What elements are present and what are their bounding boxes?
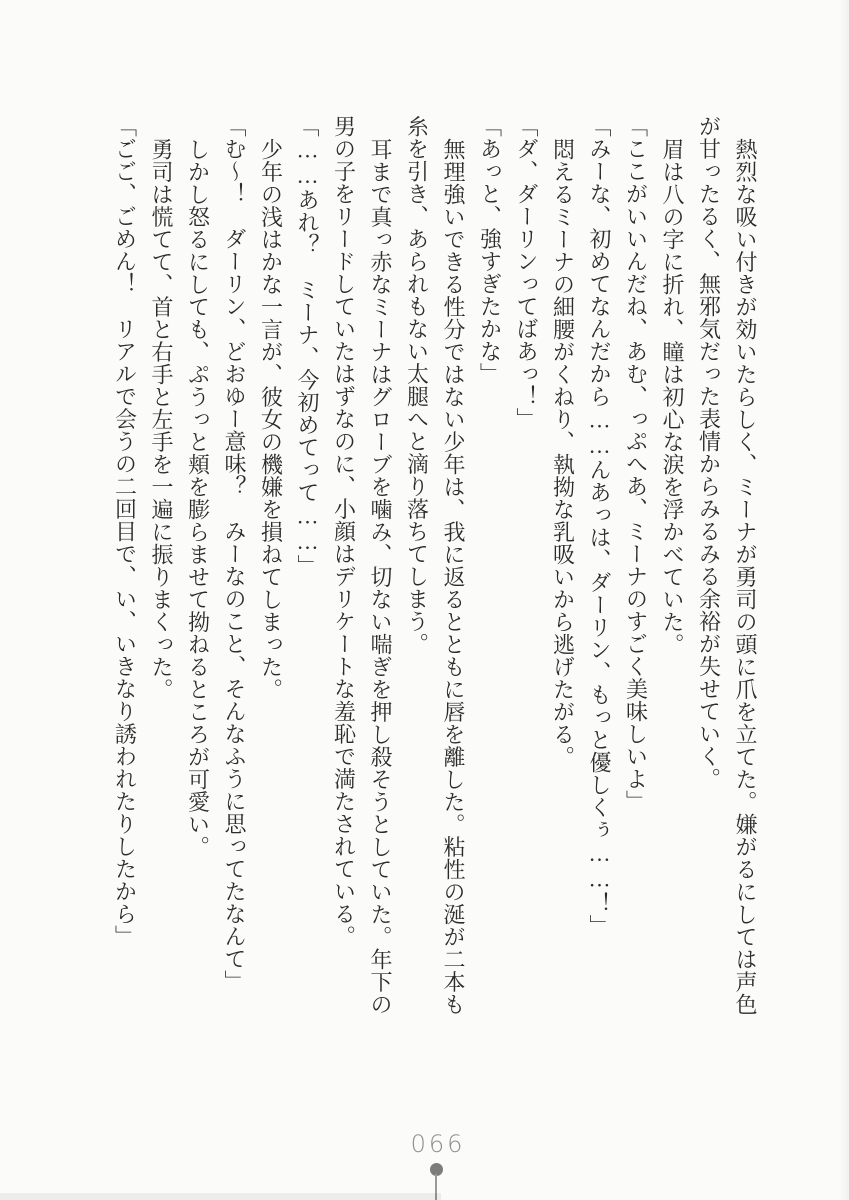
paragraph: 「……あれ？ ミーナ、今初めてって……」	[295, 115, 320, 577]
paragraph: 少年の浅はかな一言が、彼女の機嫌を損ねてしまった。	[258, 138, 284, 701]
paragraph: しかし怒るにしても、ぷうっと頬を膨らませて拗ねるところが可愛い。	[185, 138, 211, 858]
paragraph: 眉は八の字に折れ、瞳は初心な涙を浮かべていた。	[660, 138, 685, 656]
paragraph: 「む〜！ ダーリン、どおゆー意味？ みーなのこと、そんなふうに思ってたなんて」	[222, 115, 247, 993]
paragraph: 「ここがいいんだね、あむ、っぷへあ、ミーナのすごく美味しいよ」	[623, 115, 649, 813]
scan-edge-shadow-bottom	[0, 1193, 441, 1200]
paragraph: 耳まで真っ赤なミーナはグローブを噛み、切ない喘ぎを押し殺そうとしていた。年下の男の子をリードしていたはずなのに、小顔はデリケートな羞恥で満たされている。	[331, 115, 393, 1016]
page-text	[91, 115, 763, 1020]
paragraph: 勇司は慌てて、首と右手と左手を一遍に振りまくった。	[149, 138, 174, 701]
paragraph: 無理強いできる性分ではない少年は、我に返るとともに唇を離した。粘性の涎が二本も糸を引き、あられもない太腿へと滴り落ちてしまう。	[404, 115, 466, 1016]
paragraph: 「あっと、強すぎたかな」	[477, 115, 503, 385]
paragraph: 「みーな、初めてなんだから……んあっは、ダーリン、もっと優しくぅ……！」	[587, 115, 612, 937]
paragraph: 熱烈な吸い付きが効いたらしく、ミーナが勇司の頭に爪を立てた。嫌がるにしては声色が甘ったるく、無邪気だった表情からみるみる余裕が失せていく。	[696, 115, 758, 1016]
page-number: 066	[410, 1130, 466, 1158]
paragraph: 「ごご、ごめん！ リアルで会うの二回目で、い、いきなり誘われたりしたから」	[112, 115, 138, 948]
paragraph: 「ダ、ダーリンってばあっ！」	[514, 115, 539, 430]
scan-edge-shadow-right	[839, 0, 849, 1200]
paragraph: 悶えるミーナの細腰がくねり、執拗な乳吸いから逃げたがる。	[550, 138, 576, 768]
